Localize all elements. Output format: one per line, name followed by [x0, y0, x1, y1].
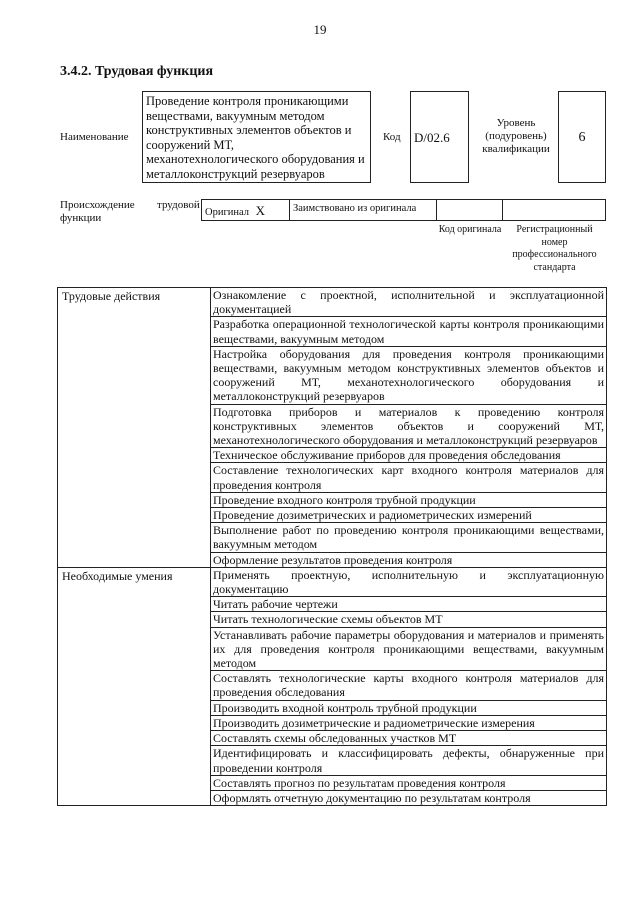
list-item: Применять проектную, исполнительную и эксплуатационную документацию — [211, 567, 607, 596]
original-mark: X — [255, 203, 266, 218]
borrowed-cell: Заимствовано из оригинала — [290, 199, 437, 221]
code-label: Код — [383, 131, 401, 143]
list-item: Настройка оборудования для проведения контроля проникающими веществами, вакуумным методом конструктивных элементов объектов и сооружений МТ, механотехнологического оборудования и металлоконструкций резервуаров — [211, 346, 607, 404]
list-item: Проведение дозиметрических и радиометрических измерений — [211, 508, 607, 523]
list-item: Разработка операционной технологической карты контроля проникающими веществами, вакуумным методом — [211, 317, 607, 346]
list-item: Выполнение работ по проведению контроля проникающими веществами, вакуумным методом — [211, 523, 607, 552]
list-item: Идентифицировать и классифицировать дефекты, обнаруженные при проведении контроля — [211, 746, 607, 775]
list-item: Читать рабочие чертежи — [211, 597, 607, 612]
section-title: 3.4.2. Трудовая функция — [60, 64, 214, 79]
list-item: Проведение входного контроля трубной продукции — [211, 492, 607, 507]
origin-label-suffix: трудовой — [157, 199, 200, 211]
list-item: Оформлять отчетную документацию по результатам контроля — [211, 790, 607, 805]
list-item: Составление технологических карт входного контроля материалов для проведения контроля — [211, 463, 607, 492]
original-cell — [201, 199, 290, 221]
code-caption: Код оригинала — [438, 224, 502, 235]
list-item: Производить дозиметрические и радиометрические измерения — [211, 715, 607, 730]
table-row — [58, 567, 607, 596]
list-item: Подготовка приборов и материалов к проведению контроля конструктивных элементов объектов и сооружений МТ, механотехнологического оборудования и металлоконструкций резервуаров — [211, 404, 607, 448]
list-item: Производить входной контроль трубной продукции — [211, 700, 607, 715]
original-label: Оригинал — [205, 207, 249, 218]
registration-number-cell — [503, 199, 606, 221]
level-value-box: 6 — [558, 91, 606, 183]
list-item: Составлять прогноз по результатам проведения контроля — [211, 775, 607, 790]
list-item: Читать технологические схемы объектов МТ — [211, 612, 607, 627]
labor-function-table — [57, 287, 607, 806]
list-item: Устанавливать рабочие параметры оборудования и материалов и применять их для проведения контроля проникающими веществами, вакуумным методом — [211, 627, 607, 671]
origin-table — [201, 199, 606, 221]
registration-caption: Регистрационный номер профессионального стандарта — [512, 224, 597, 273]
name-label: Наименование — [60, 131, 129, 143]
level-label: Уровень (подуровень) квалификации — [482, 117, 550, 155]
page-number: 19 — [313, 22, 327, 37]
function-name-box: Проведение контроля проникающими веществами, вакуумным методом конструктивных элементов объектов и сооружений МТ, механотехнологического оборудования и металлоконструкций резервуаров — [142, 91, 371, 183]
origin-label: Происхождение функции — [60, 199, 135, 224]
origin-code-cell — [437, 199, 503, 221]
section-title-cell: Трудовые действия — [58, 288, 211, 568]
table-row — [58, 288, 607, 317]
list-item: Составлять технологические карты входного контроля материалов для проведения обследования — [211, 671, 607, 700]
list-item: Ознакомление с проектной, исполнительной и эксплуатационной документацией — [211, 288, 607, 317]
function-code-box: D/02.6 — [410, 91, 469, 183]
list-item: Составлять схемы обследованных участков МТ — [211, 731, 607, 746]
list-item: Техническое обслуживание приборов для проведения обследования — [211, 448, 607, 463]
list-item: Оформление результатов проведения контроля — [211, 552, 607, 567]
section-title-cell: Необходимые умения — [58, 567, 211, 805]
